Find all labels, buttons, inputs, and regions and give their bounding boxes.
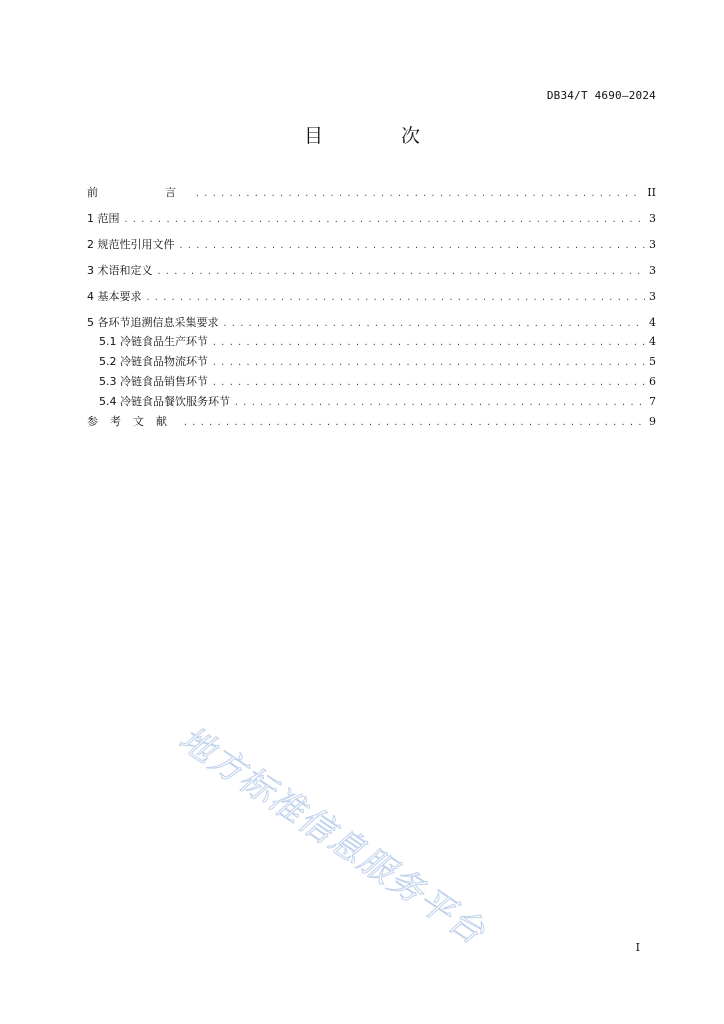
toc-leader-dots — [212, 336, 645, 350]
toc-entry-page: 3 — [649, 238, 656, 251]
toc-entry-terms[interactable] — [87, 264, 656, 279]
toc-entry-bibliography[interactable] — [87, 415, 656, 430]
toc-entry-label: 5 各环节追溯信息采集要求 — [87, 316, 219, 329]
toc-leader-dots — [212, 376, 645, 390]
toc-leader-dots — [157, 265, 646, 279]
toc-entry-page: 3 — [649, 264, 656, 277]
toc-entry-scope[interactable] — [87, 212, 656, 227]
toc-entry-page: 6 — [649, 375, 656, 388]
page-folio: I — [635, 941, 640, 954]
toc-entry-page: 3 — [649, 212, 656, 225]
toc-entry-label: 5.3 冷链食品销售环节 — [99, 375, 208, 388]
page-title: 目 次 — [303, 125, 457, 147]
toc-entry-label: 5.1 冷链食品生产环节 — [99, 335, 208, 348]
toc-subentry-logistics[interactable] — [87, 355, 656, 370]
toc-entry-page: 4 — [649, 335, 656, 348]
toc-entry-page: 4 — [649, 316, 656, 329]
toc-entry-label: 4 基本要求 — [87, 290, 142, 303]
toc-leader-dots — [212, 356, 645, 370]
toc-entry-basic-requirements[interactable] — [87, 290, 656, 305]
toc-entry-label: 前 言 — [87, 186, 191, 199]
toc-entry-label: 5.2 冷链食品物流环节 — [99, 355, 208, 368]
toc-leader-dots — [183, 416, 645, 430]
table-of-contents — [87, 186, 656, 430]
toc-subentry-production[interactable] — [87, 335, 656, 350]
toc-leader-dots — [234, 396, 645, 410]
toc-entry-foreword[interactable] — [87, 186, 656, 201]
toc-leader-dots — [195, 187, 643, 201]
toc-entry-page: 7 — [649, 395, 656, 408]
toc-entry-page: II — [647, 186, 656, 199]
toc-entry-page: 3 — [649, 290, 656, 303]
toc-leader-dots — [179, 239, 646, 253]
toc-entry-normative-references[interactable] — [87, 238, 656, 253]
standard-code: DB34/T 4690—2024 — [546, 89, 656, 102]
toc-entry-label: 2 规范性引用文件 — [87, 238, 175, 251]
toc-entry-label: 5.4 冷链食品餐饮服务环节 — [99, 395, 230, 408]
toc-entry-label: 参考文献 — [87, 415, 179, 428]
toc-entry-page: 5 — [649, 355, 656, 368]
toc-entry-collection-requirements[interactable] — [87, 316, 656, 331]
toc-leader-dots — [223, 317, 646, 331]
toc-leader-dots — [124, 213, 646, 227]
toc-entry-label: 3 术语和定义 — [87, 264, 153, 277]
toc-subentry-catering[interactable] — [87, 395, 656, 410]
toc-entry-label: 1 范围 — [87, 212, 120, 225]
watermark: 地方标准信息服务平台 — [171, 718, 493, 954]
toc-subentry-sales[interactable] — [87, 375, 656, 390]
toc-leader-dots — [146, 291, 646, 305]
toc-entry-page: 9 — [649, 415, 656, 428]
